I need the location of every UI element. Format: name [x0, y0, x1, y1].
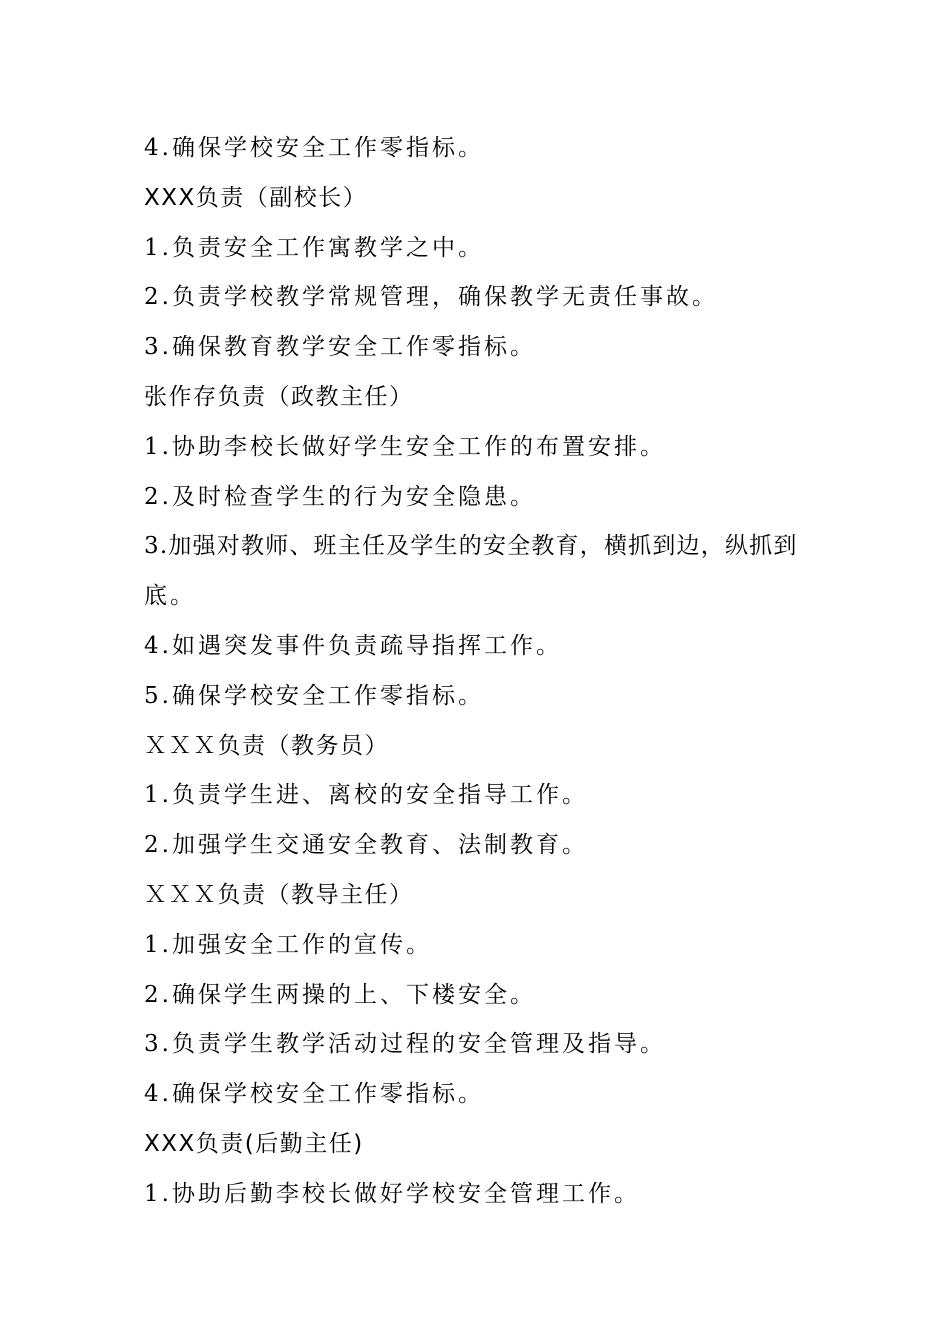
section-heading: XXX负责（副校长） [144, 184, 368, 211]
list-item: 4.确保学校安全工作零指标。 [144, 135, 484, 161]
list-item: 2.负责学校教学常规管理，确保教学无责任事故。 [144, 284, 718, 311]
list-item: 3.确保教育教学安全工作零指标。 [144, 334, 536, 361]
list-item: 1.协助后勤李校长做好学校安全管理工作。 [144, 1180, 640, 1207]
list-item: 1.加强安全工作的宣传。 [144, 931, 432, 958]
section-heading: ＸＸＸ负责（教务员） [144, 732, 389, 759]
section-heading: XXX负责(后勤主任) [144, 1130, 364, 1157]
list-item: 2.及时检查学生的行为安全隐患。 [144, 483, 536, 510]
section-heading: 张作存负责（政教主任） [144, 383, 414, 410]
list-item: 4.确保学校安全工作零指标。 [144, 1081, 484, 1108]
list-item: 2.确保学生两操的上、下楼安全。 [144, 981, 536, 1008]
document-body [144, 124, 824, 1220]
list-item: 1.协助李校长做好学生安全工作的布置安排。 [144, 433, 666, 460]
list-item: 4.如遇突发事件负责疏导指挥工作。 [144, 632, 562, 659]
list-item: 底。 [144, 583, 196, 610]
list-item: 3.加强对教师、班主任及学生的安全教育，横抓到边，纵抓到 [144, 533, 798, 560]
list-item: 3.负责学生教学活动过程的安全管理及指导。 [144, 1031, 666, 1058]
list-item: 1.负责安全工作寓教学之中。 [144, 234, 484, 261]
section-heading: ＸＸＸ负责（教导主任） [144, 881, 414, 908]
list-item: 2.加强学生交通安全教育、法制教育。 [144, 832, 588, 859]
list-item: 5.确保学校安全工作零指标。 [144, 682, 484, 709]
list-item: 1.负责学生进、离校的安全指导工作。 [144, 782, 588, 809]
